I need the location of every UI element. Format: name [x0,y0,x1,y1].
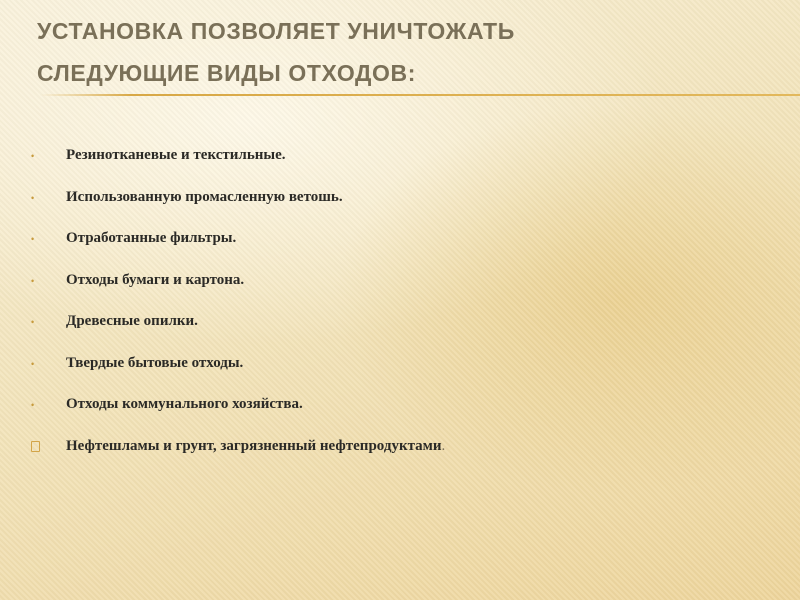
list-item-text [66,431,445,461]
title-line-2: СЛЕДУЮЩИЕ ВИДЫ ОТХОДОВ: [37,60,416,86]
list-item-text: Отходы бумаги и картона. [66,271,245,288]
title-line-1: УСТАНОВКА ПОЗВОЛЯЕТ УНИЧТОЖАТЬ [37,18,515,44]
list-item-text: Отработанные фильтры. [66,230,237,246]
list-item-text: Древесные опилки. [66,313,198,329]
list-item-tail: . [441,437,446,454]
list-item-text: Резинотканевые и текстильные. [66,147,286,163]
list-item-text: Твердые бытовые отходы. [66,354,244,371]
list-item-main-text: Нефтешламы и грунт, загрязненный нефтепродуктами [66,437,442,454]
title-divider [40,94,800,96]
slide-title [37,10,757,94]
list-item-text: Отходы коммунального хозяйства. [66,396,303,412]
list-item-text: Использованную промасленную ветошь. [66,188,343,205]
